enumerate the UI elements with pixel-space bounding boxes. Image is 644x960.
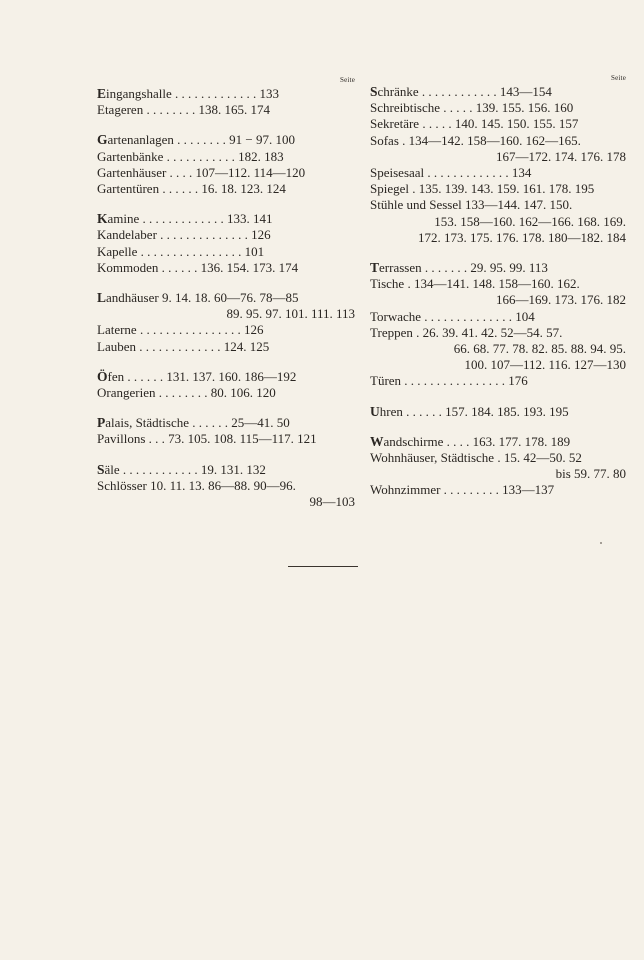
index-entry <box>97 86 355 102</box>
index-entry <box>97 415 355 431</box>
index-entry-line: Kamine . . . . . . . . . . . . . 133. 141 <box>97 211 273 227</box>
index-entry <box>370 181 626 197</box>
seite-label-left: Seite <box>340 76 355 84</box>
index-entry-line: Palais, Städtische . . . . . . 25—41. 50 <box>97 415 290 431</box>
index-letter-group <box>370 84 626 246</box>
index-entry <box>370 100 626 116</box>
index-entry <box>97 462 355 478</box>
seite-label-right: Seite <box>611 74 626 82</box>
index-entry <box>97 385 355 401</box>
index-entry <box>370 165 626 181</box>
index-entry-line: Wandschirme . . . . 163. 177. 178. 189 <box>370 433 571 449</box>
index-entry-line: Wohnzimmer . . . . . . . . . 133—137 <box>370 482 555 498</box>
index-entry <box>97 132 355 148</box>
index-entry-line: Terrassen . . . . . . . 29. 95. 99. 113 <box>370 260 548 276</box>
index-entry-line: Gartenbänke . . . . . . . . . . . 182. 183 <box>97 148 284 164</box>
index-entry-line: Orangerien . . . . . . . . 80. 106. 120 <box>97 385 276 401</box>
index-entry-line: Uhren . . . . . . 157. 184. 185. 193. 195 <box>370 403 569 419</box>
index-entry <box>370 325 626 374</box>
index-entry-line: Säle . . . . . . . . . . . . 19. 131. 132 <box>97 461 266 477</box>
index-entry-line: Öfen . . . . . . 131. 137. 160. 186—192 <box>97 368 297 384</box>
index-letter-group <box>97 415 355 447</box>
index-entry-line: Laterne . . . . . . . . . . . . . . . . 126 <box>97 322 264 338</box>
index-entry-line: Gartenhäuser . . . . 107—112. 114—120 <box>97 164 306 180</box>
index-entry-line: Gartenanlagen . . . . . . . . 91 − 97. 100 <box>97 132 295 148</box>
index-entry <box>97 478 355 510</box>
left-groups <box>97 86 355 510</box>
index-entry-line: Spiegel . 135. 139. 143. 159. 161. 178. 195 <box>370 181 595 197</box>
index-entry-line: Speisesaal . . . . . . . . . . . . . 134 <box>370 165 532 181</box>
index-entry-continuation: 98—103 <box>309 494 355 510</box>
index-entry <box>97 431 355 447</box>
index-letter-group <box>370 434 626 499</box>
index-entry <box>370 309 626 325</box>
index-entry-line: Kapelle . . . . . . . . . . . . . . . . 101 <box>97 243 265 259</box>
index-letter-group <box>97 211 355 276</box>
index-entry <box>97 369 355 385</box>
index-entry-line: Stühle und Sessel 133—144. 147. 150. <box>370 197 573 213</box>
index-entry-line: Kommoden . . . . . . 136. 154. 173. 174 <box>97 259 299 275</box>
index-entry-continuation: 172. 173. 175. 176. 178. 180—182. 184 <box>418 229 626 245</box>
index-entry-line: Tische . 134—141. 148. 158—160. 162. <box>370 276 580 292</box>
end-rule <box>288 566 358 567</box>
index-entry-line: Pavillons . . . 73. 105. 108. 115—117. 121 <box>97 431 317 447</box>
index-entry-line: Torwache . . . . . . . . . . . . . . 104 <box>370 308 535 324</box>
index-entry-line: Lauben . . . . . . . . . . . . . 124. 125 <box>97 338 270 354</box>
index-letter-group <box>97 86 355 118</box>
index-entry-continuation: 66. 68. 77. 78. 82. 85. 88. 94. 95. <box>453 341 626 357</box>
index-entry <box>370 434 626 450</box>
index-entry <box>97 260 355 276</box>
index-entry <box>97 102 355 118</box>
index-entry-line: Schlösser 10. 11. 13. 86—88. 90—96. <box>97 477 296 493</box>
index-entry-line: Schränke . . . . . . . . . . . . 143—154 <box>370 84 552 99</box>
index-entry-line: Eingangshalle . . . . . . . . . . . . . 133 <box>97 86 279 101</box>
index-entry-line: Gartentüren . . . . . . 16. 18. 123. 124 <box>97 181 286 197</box>
index-entry-line: Treppen . 26. 39. 41. 42. 52—54. 57. <box>370 324 563 340</box>
index-entry-line: Kandelaber . . . . . . . . . . . . . . 126 <box>97 227 271 243</box>
index-letter-group <box>97 462 355 511</box>
paper-speck <box>600 542 602 544</box>
index-letter-group <box>370 404 626 420</box>
index-entry <box>97 211 355 227</box>
index-letter-group <box>97 290 355 355</box>
index-entry <box>370 260 626 276</box>
index-entry <box>370 276 626 308</box>
right-groups <box>370 84 626 499</box>
index-entry-line: Sofas . 134—142. 158—160. 162—165. <box>370 132 581 148</box>
index-letter-group <box>97 369 355 401</box>
index-entry <box>97 149 355 165</box>
index-entry <box>370 197 626 246</box>
index-entry-line: Landhäuser 9. 14. 18. 60—76. 78—85 <box>97 290 299 306</box>
index-column-left <box>97 76 355 524</box>
index-entry-continuation: bis 59. 77. 80 <box>555 466 626 482</box>
index-entry-line: Etageren . . . . . . . . 138. 165. 174 <box>97 102 270 118</box>
index-entry-continuation: 100. 107—112. 116. 127—130 <box>464 357 626 373</box>
index-entry <box>97 290 355 322</box>
index-entry-continuation: 166—169. 173. 176. 182 <box>496 292 626 308</box>
index-entry <box>370 84 626 100</box>
index-column-right <box>370 76 626 513</box>
index-letter-group <box>97 132 355 197</box>
index-entry <box>97 227 355 243</box>
index-entry <box>97 339 355 355</box>
index-entry <box>370 482 626 498</box>
index-entry-line: Türen . . . . . . . . . . . . . . . . 176 <box>370 373 528 389</box>
index-entry <box>97 181 355 197</box>
index-entry <box>370 373 626 389</box>
index-entry <box>97 322 355 338</box>
index-entry-continuation: 167—172. 174. 176. 178 <box>496 148 626 164</box>
index-letter-group <box>370 260 626 390</box>
index-entry-continuation: 89. 95. 97. 101. 111. 113 <box>226 306 355 322</box>
index-entry-continuation: 153. 158—160. 162—166. 168. 169. <box>434 213 626 229</box>
index-entry-line: Sekretäre . . . . . 140. 145. 150. 155. 157 <box>370 116 579 132</box>
index-entry-line: Schreibtische . . . . . 139. 155. 156. 160 <box>370 100 574 116</box>
index-entry-line: Wohnhäuser, Städtische . 15. 42—50. 52 <box>370 450 582 466</box>
index-entry <box>370 450 626 482</box>
index-entry <box>97 244 355 260</box>
index-entry <box>370 116 626 132</box>
index-entry <box>97 165 355 181</box>
index-entry <box>370 404 626 420</box>
index-entry <box>370 133 626 165</box>
